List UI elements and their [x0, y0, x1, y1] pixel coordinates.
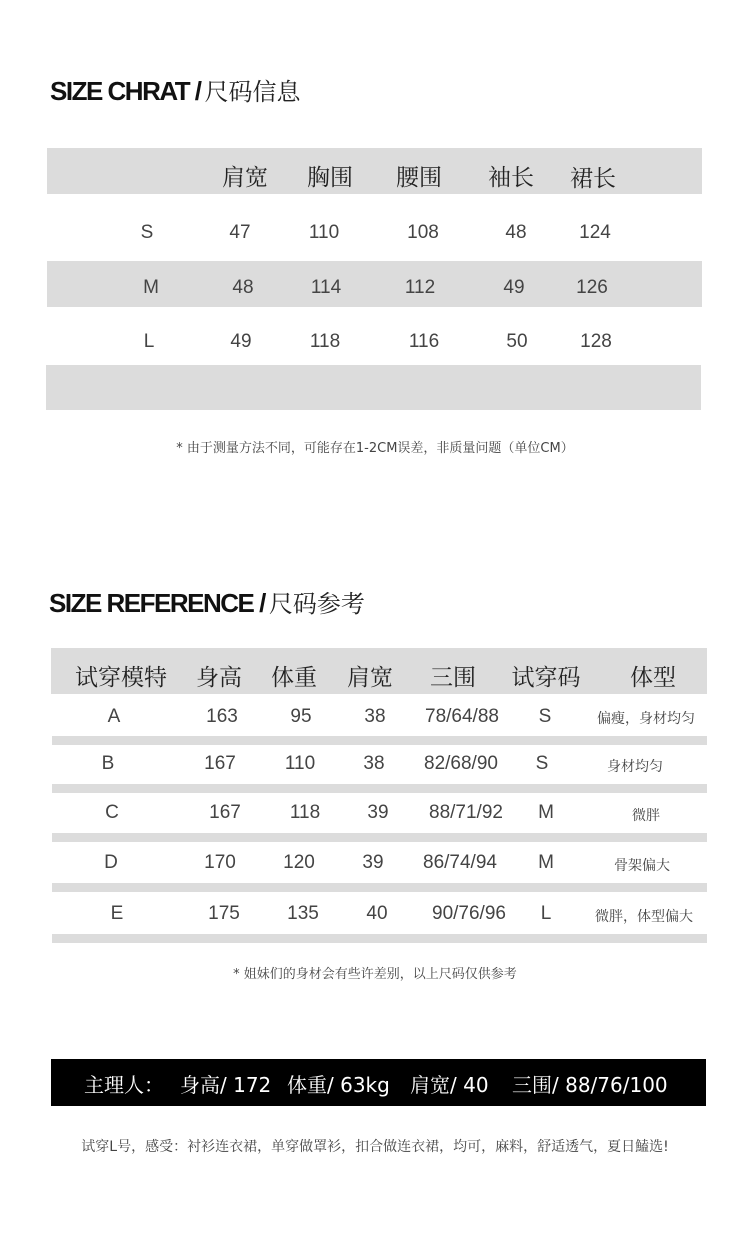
- model-body-type: 微胖，体型偏大: [595, 909, 693, 925]
- row-divider: [52, 883, 707, 892]
- row-divider: [52, 784, 707, 793]
- row-divider: [52, 934, 707, 943]
- size-chart-size-label: M: [143, 277, 159, 298]
- model-shoulder: 38: [363, 753, 385, 774]
- model-measurements: 82/68/90: [424, 753, 498, 774]
- host-weight: 体重/ 63kg: [287, 1073, 390, 1097]
- model-weight: 110: [284, 753, 316, 774]
- size-chart-header: 胸围: [307, 165, 353, 191]
- size-chart-cell: 49: [503, 277, 525, 298]
- model-measurements: 88/71/92: [429, 802, 503, 823]
- size-reference-title-cn: 尺码参考: [268, 590, 365, 618]
- model-body-type: 骨架偏大: [614, 858, 670, 874]
- model-size: S: [535, 753, 549, 774]
- size-reference-note: * 姐妹们的身材会有些许差别，以上尺码仅供参考: [233, 967, 517, 982]
- row-divider: [52, 736, 707, 745]
- model-size: M: [538, 852, 554, 873]
- model-name: A: [107, 706, 121, 727]
- size-chart-cell: 108: [407, 222, 439, 243]
- model-measurements: 78/64/88: [425, 706, 499, 727]
- size-chart-size-label: L: [143, 331, 155, 352]
- model-height: 167: [204, 753, 236, 774]
- host-label: 主理人：: [84, 1073, 164, 1097]
- size-chart-header: 腰围: [396, 165, 442, 191]
- host-height: 身高/ 172: [180, 1073, 272, 1097]
- model-name: C: [105, 802, 119, 823]
- model-height: 175: [208, 903, 240, 924]
- size-reference-header: 三围: [430, 665, 476, 691]
- size-chart-header: 裙长: [570, 166, 616, 192]
- size-chart-footer-band: [46, 365, 701, 410]
- size-reference-header: 试穿码: [511, 665, 581, 691]
- size-chart-cell: 112: [404, 277, 436, 298]
- size-chart-cell: 50: [506, 331, 528, 352]
- size-chart-title: [50, 72, 301, 107]
- size-chart-header: 肩宽: [222, 165, 268, 191]
- host-shoulder: 肩宽/ 40: [410, 1073, 489, 1097]
- model-weight: 118: [289, 802, 321, 823]
- size-chart-size-label: S: [140, 222, 154, 243]
- model-body-type: 偏瘦，身材均匀: [597, 711, 695, 727]
- size-reference-header: 体重: [271, 665, 317, 691]
- model-shoulder: 40: [366, 903, 388, 924]
- model-measurements: 86/74/94: [423, 852, 497, 873]
- size-reference-header: 体型: [630, 665, 676, 691]
- model-measurements: 90/76/96: [432, 903, 506, 924]
- model-shoulder: 39: [367, 802, 389, 823]
- size-chart-cell: 114: [310, 277, 342, 298]
- size-chart-header: 袖长: [488, 165, 534, 191]
- size-chart-cell: 49: [230, 331, 252, 352]
- model-weight: 95: [290, 706, 312, 727]
- model-weight: 135: [287, 903, 319, 924]
- size-chart-cell: 118: [309, 331, 341, 352]
- model-name: B: [101, 753, 115, 774]
- size-chart-cell: 47: [229, 222, 251, 243]
- size-chart-cell: 116: [408, 331, 440, 352]
- size-reference-header: 试穿模特: [75, 665, 167, 691]
- size-reference-title-en: SIZE REFERENCE /: [49, 588, 265, 618]
- size-chart-cell: 48: [232, 277, 254, 298]
- host-measurements: 三围/ 88/76/100: [512, 1073, 668, 1097]
- size-reference-title: [49, 584, 365, 619]
- model-shoulder: 39: [362, 852, 384, 873]
- model-name: D: [104, 852, 118, 873]
- model-name: E: [110, 903, 124, 924]
- size-chart-title-en: SIZE CHRAT /: [50, 76, 201, 106]
- size-chart-cell: 126: [576, 277, 608, 298]
- model-size: S: [538, 706, 552, 727]
- model-height: 170: [204, 852, 236, 873]
- size-chart-note: * 由于测量方法不同，可能存在1-2CM误差，非质量问题（单位CM）: [176, 441, 574, 456]
- size-chart-title-cn: 尺码信息: [204, 78, 301, 106]
- model-size: M: [538, 802, 554, 823]
- size-chart-cell: 124: [579, 222, 611, 243]
- fitting-note: 试穿L号，感受：衬衫连衣裙，单穿做罩衫，扣合做连衣裙，均可，麻料，舒适透气，夏日鰪选!: [81, 1139, 669, 1155]
- size-reference-header: 身高: [196, 665, 242, 691]
- model-size: L: [540, 903, 552, 924]
- model-body-type: 微胖: [632, 808, 660, 824]
- model-body-type: 身材均匀: [607, 759, 663, 775]
- size-chart-cell: 48: [505, 222, 527, 243]
- model-height: 163: [206, 706, 238, 727]
- model-shoulder: 38: [364, 706, 386, 727]
- size-chart-cell: 110: [308, 222, 340, 243]
- size-chart-cell: 128: [580, 331, 612, 352]
- row-divider: [52, 833, 707, 842]
- model-height: 167: [209, 802, 241, 823]
- model-weight: 120: [283, 852, 315, 873]
- size-reference-header: 肩宽: [347, 665, 393, 691]
